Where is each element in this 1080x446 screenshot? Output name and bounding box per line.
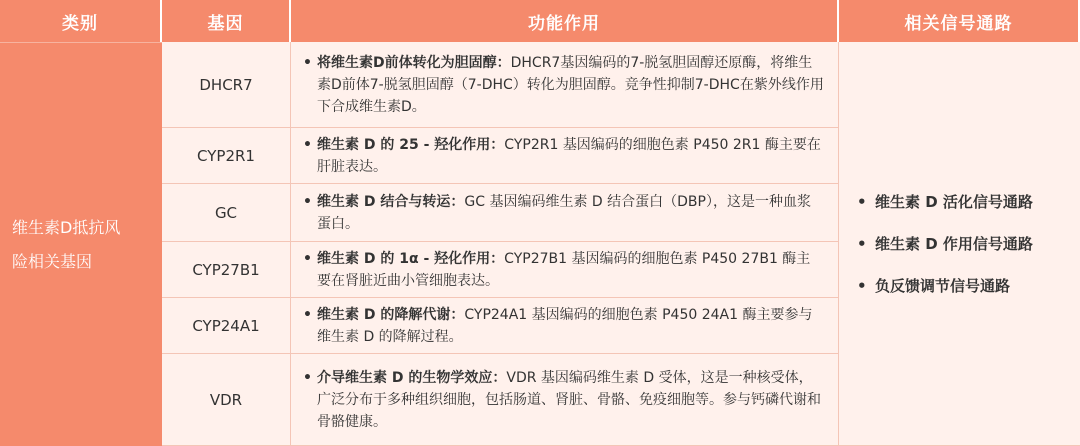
function-cell [291, 42, 839, 128]
function-text [317, 248, 824, 292]
function-text [317, 304, 824, 348]
pathway-item [857, 181, 1080, 223]
bullet-icon: • [303, 54, 312, 71]
function-title: 介导维生素 D 的生物学效应： [317, 369, 507, 386]
function-text [317, 134, 824, 178]
function-desc: VDR 基因编码维生素 D 受体，这是一种核受体，广泛分布于多种组织细胞，包括肠道、肾脏、骨骼、免疫细胞等。参与钙磷代谢和骨骼健康。 [317, 369, 821, 430]
bullet-icon: • [303, 306, 312, 323]
gene-cell: DHCR7 [162, 42, 291, 128]
pathway-label: 维生素 D 活化信号通路 [875, 192, 1033, 211]
function-desc: CYP2R1 基因编码的细胞色素 P450 2R1 酶主要在肝脏表达。 [317, 136, 821, 175]
function-text [317, 52, 824, 118]
header-category: 类别 [0, 0, 162, 42]
function-cell [291, 184, 839, 242]
header-pathway: 相关信号通路 [839, 0, 1080, 42]
function-title: 维生素 D 的降解代谢： [317, 306, 465, 323]
gene-cell: CYP27B1 [162, 242, 291, 298]
gene-cell: CYP24A1 [162, 298, 291, 354]
gene-cell: GC [162, 184, 291, 242]
bullet-icon: • [303, 136, 312, 153]
function-title: 将维生素D前体转化为胆固醇： [317, 54, 511, 71]
function-desc: CYP24A1 基因编码的细胞色素 P450 24A1 酶主要参与维生素 D 的降解过程。 [317, 306, 813, 345]
bullet-icon: • [303, 369, 312, 386]
pathway-cell [839, 42, 1080, 446]
function-desc: GC 基因编码维生素 D 结合蛋白（DBP），这是一种血浆蛋白。 [317, 193, 811, 232]
pathway-item [857, 265, 1080, 307]
pathway-label: 负反馈调节信号通路 [875, 276, 1011, 295]
function-text [317, 367, 824, 433]
category-line-2: 险相关基因 [12, 251, 93, 271]
bullet-icon: • [857, 192, 867, 211]
function-title: 维生素 D 的 25 - 羟化作用： [317, 136, 505, 153]
header-gene: 基因 [162, 0, 291, 42]
function-cell [291, 128, 839, 184]
bullet-icon: • [857, 276, 867, 295]
function-desc: CYP27B1 基因编码的细胞色素 P450 27B1 酶主要在肾脏近曲小管细胞表达。 [317, 250, 811, 289]
function-cell [291, 298, 839, 354]
function-desc: DHCR7基因编码的7-脱氢胆固醇还原酶，将维生素D前体7-脱氢胆固醇（7-DHC）转化为胆固醇。竞争性抑制7-DHC在紫外线作用下合成维生素D。 [317, 54, 824, 115]
function-text [317, 191, 824, 235]
function-title: 维生素 D 结合与转运： [317, 193, 465, 210]
pathway-item [857, 223, 1080, 265]
category-line-1: 维生素D抵抗风 [12, 217, 121, 237]
bullet-icon: • [303, 250, 312, 267]
gene-cell: VDR [162, 354, 291, 446]
function-cell [291, 242, 839, 298]
bullet-icon: • [303, 193, 312, 210]
gene-cell: CYP2R1 [162, 128, 291, 184]
function-title: 维生素 D 的 1α - 羟化作用： [317, 250, 505, 267]
pathway-label: 维生素 D 作用信号通路 [875, 234, 1033, 253]
header-function: 功能作用 [291, 0, 839, 42]
category-cell [0, 42, 162, 446]
bullet-icon: • [857, 234, 867, 253]
function-cell [291, 354, 839, 446]
